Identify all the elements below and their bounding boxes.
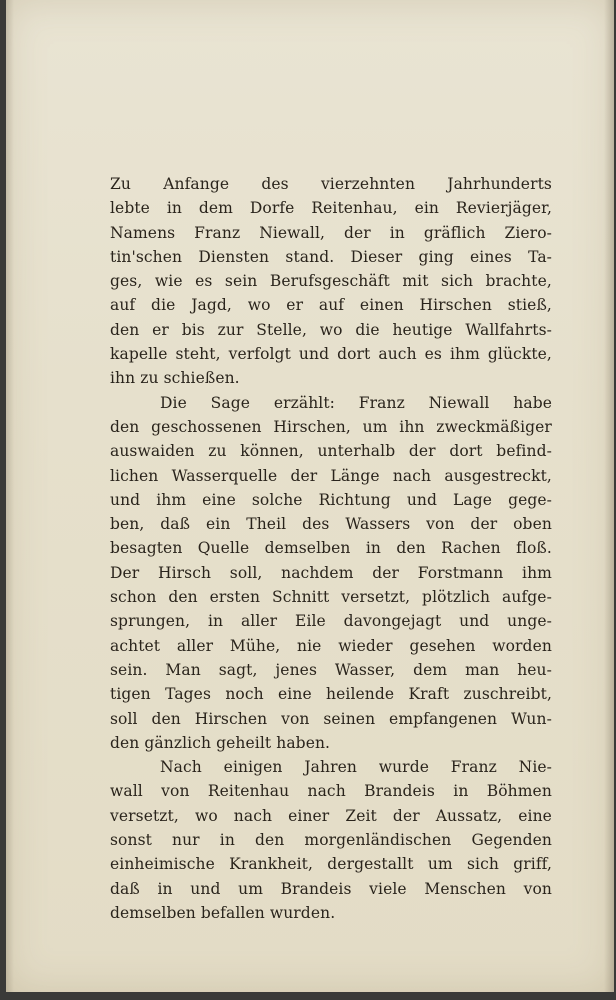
text-line: auswaiden zu können, unterhalb der dort befind- xyxy=(110,442,552,461)
text-line: ihn zu schießen. xyxy=(110,369,240,388)
text-line: tigen Tages noch eine heilende Kraft zuschreibt, xyxy=(110,685,552,704)
text-line: und ihm eine solche Richtung und Lage gege- xyxy=(110,490,552,509)
text-line: demselben befallen wurden. xyxy=(110,903,336,922)
body-text xyxy=(110,172,552,925)
text-line: tin'schen Diensten stand. Dieser ging eines Ta- xyxy=(110,247,552,266)
text-line: achtet aller Mühe, nie wieder gesehen worden xyxy=(110,636,552,655)
text-line: sprungen, in aller Eile davongejagt und unge- xyxy=(110,612,552,631)
text-line: Namens Franz Niewall, der in gräflich Ziero- xyxy=(110,223,552,242)
text-line: wall von Reitenhau nach Brandeis in Böhmen xyxy=(110,782,552,801)
text-line: schon den ersten Schnitt versetzt, plötzlich aufge- xyxy=(110,588,552,607)
text-line: versetzt, wo nach einer Zeit der Aussatz, eine xyxy=(110,806,552,825)
text-line: kapelle steht, verfolgt und dort auch es ihm glückte, xyxy=(110,345,552,364)
text-line: sonst nur in den morgenländischen Gegenden xyxy=(110,831,552,850)
text-line: auf die Jagd, wo er auf einen Hirschen stieß, xyxy=(110,296,552,315)
text-line: lebte in dem Dorfe Reitenhau, ein Revierjäger, xyxy=(110,199,552,218)
text-line: lichen Wasserquelle der Länge nach ausgestreckt, xyxy=(110,466,552,485)
paragraph-3 xyxy=(110,755,552,925)
paragraph-2 xyxy=(110,391,552,755)
text-line: besagten Quelle demselben in den Rachen floß. xyxy=(110,539,552,558)
text-line: sein. Man sagt, jenes Wasser, dem man heu- xyxy=(110,660,552,679)
text-line: den geschossenen Hirschen, um ihn zweckmäßiger xyxy=(110,417,552,436)
text-line: den er bis zur Stelle, wo die heutige Wallfahrts- xyxy=(110,320,552,339)
text-line: Nach einigen Jahren wurde Franz Nie- xyxy=(160,758,552,777)
paragraph-1 xyxy=(110,172,552,391)
text-line: Zu Anfange des vierzehnten Jahrhunderts xyxy=(110,175,552,193)
text-line: Der Hirsch soll, nachdem der Forstmann ihm xyxy=(110,563,552,582)
text-line: daß in und um Brandeis viele Menschen von xyxy=(110,879,552,898)
text-line: den gänzlich geheilt haben. xyxy=(110,733,331,752)
text-line: Die Sage erzählt: Franz Niewall habe xyxy=(160,393,552,412)
document-page xyxy=(6,0,614,992)
text-line: ges, wie es sein Berufsgeschäft mit sich brachte, xyxy=(110,272,552,291)
text-line: soll den Hirschen von seinen empfangenen Wun- xyxy=(110,709,552,728)
text-line: einheimische Krankheit, dergestallt um sich griff, xyxy=(110,855,552,874)
text-line: ben, daß ein Theil des Wassers von der oben xyxy=(110,515,552,534)
